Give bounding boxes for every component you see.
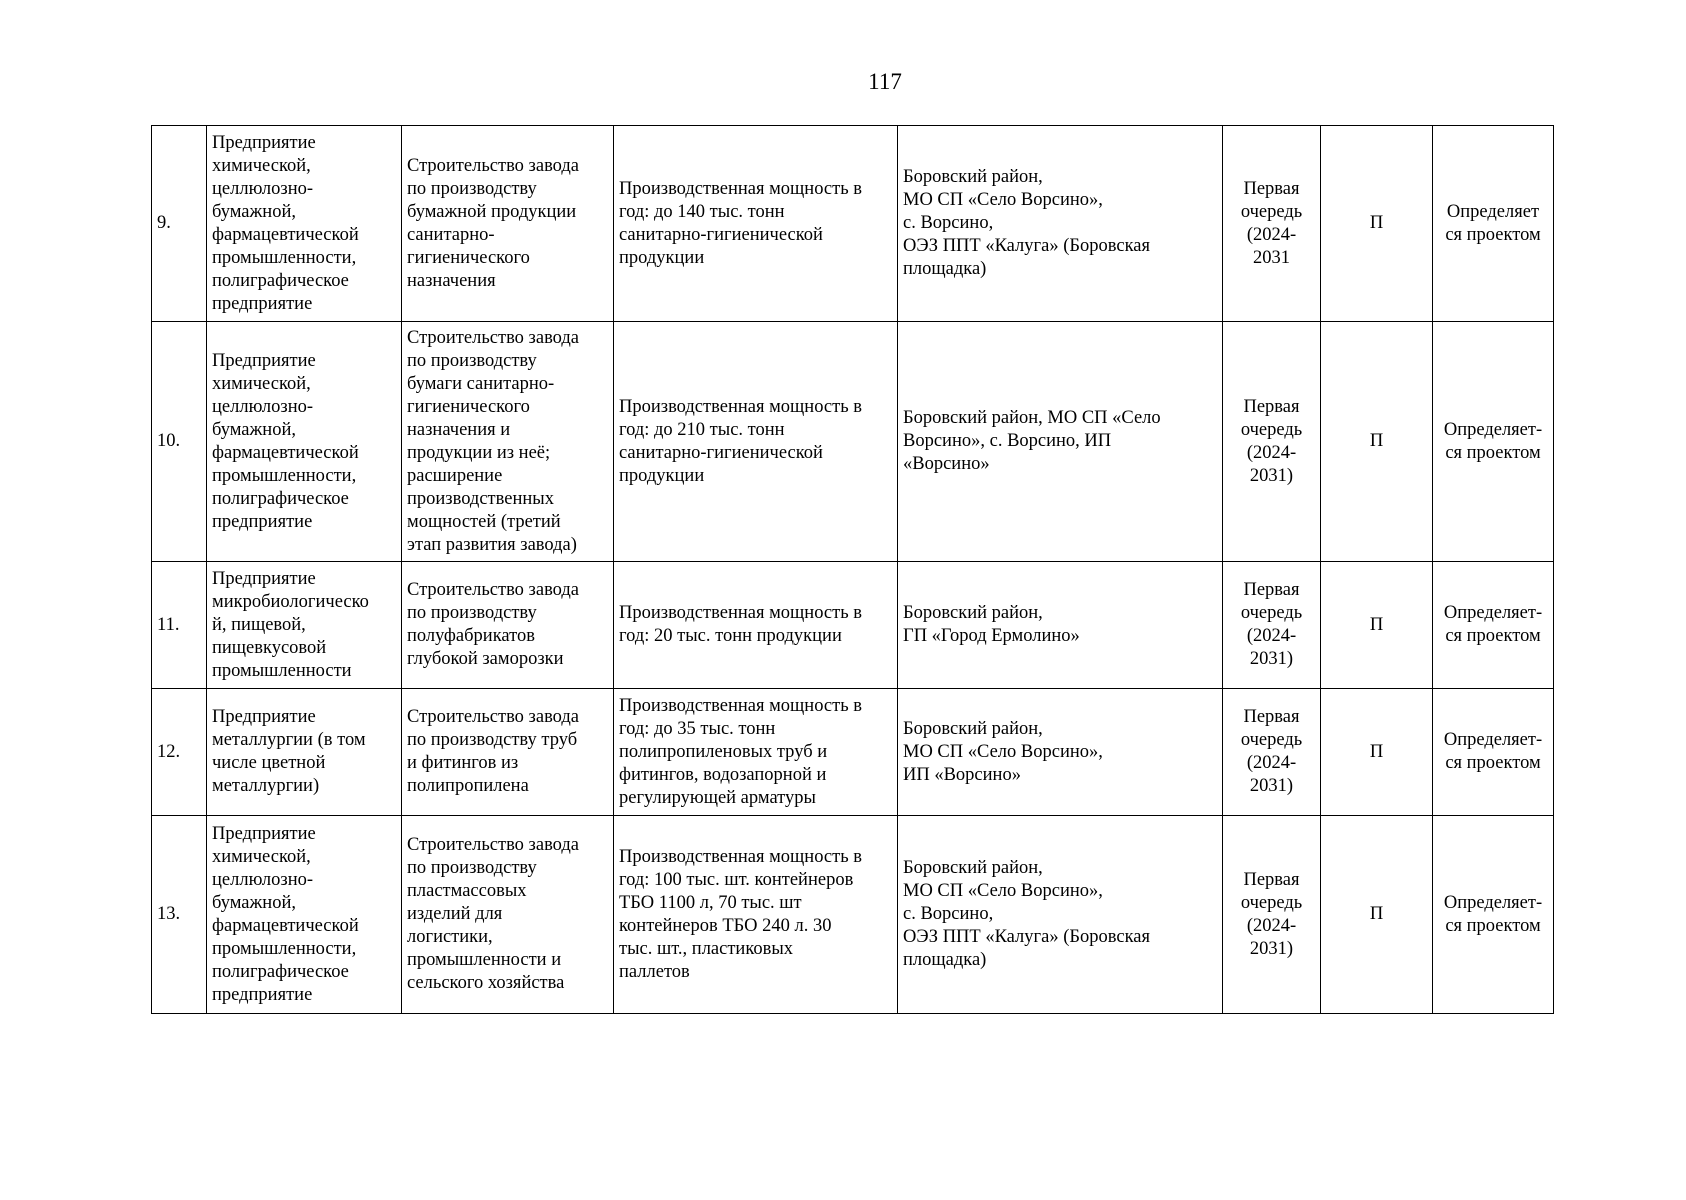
- area-cell: Определяет ся проектом: [1433, 126, 1554, 322]
- row-number: 11.: [152, 562, 207, 689]
- capacity-cell: Производственная мощность в год: до 210 тыс. тонн санитарно-гигиенической продукции: [614, 322, 898, 562]
- table-row: [152, 322, 1554, 562]
- row-number: 12.: [152, 689, 207, 816]
- row-number: 9.: [152, 126, 207, 322]
- stage-cell: Первая очередь (2024- 2031: [1223, 126, 1321, 322]
- capacity-cell: Производственная мощность в год: 20 тыс. тонн продукции: [614, 562, 898, 689]
- enterprise-type-cell: Предприятие химической, целлюлозно- бумажной, фармацевтической промышленности, полиграфическое предприятие: [207, 816, 402, 1014]
- status-cell: П: [1321, 562, 1433, 689]
- status-cell: П: [1321, 816, 1433, 1014]
- location-cell: Боровский район, МО СП «Село Ворсино», с. Ворсино, ОЭЗ ППТ «Калуга» (Боровская площадка): [898, 126, 1223, 322]
- row-number: 13.: [152, 816, 207, 1014]
- enterprise-type-cell: Предприятие химической, целлюлозно- бумажной, фармацевтической промышленности, полиграфическое предприятие: [207, 126, 402, 322]
- construction-cell: Строительство завода по производству полуфабрикатов глубокой заморозки: [402, 562, 614, 689]
- area-cell: Определяет- ся проектом: [1433, 689, 1554, 816]
- construction-cell: Строительство завода по производству пластмассовых изделий для логистики, промышленности и сельского хозяйства: [402, 816, 614, 1014]
- construction-cell: Строительство завода по производству бумаги санитарно- гигиенического назначения и продукции из неё; расширение производственных мощностей (третий этап развития завода): [402, 322, 614, 562]
- table-row: [152, 689, 1554, 816]
- capacity-cell: Производственная мощность в год: до 35 тыс. тонн полипропиленовых труб и фитингов, водозапорной и регулирующей арматуры: [614, 689, 898, 816]
- stage-cell: Первая очередь (2024- 2031): [1223, 689, 1321, 816]
- stage-cell: Первая очередь (2024- 2031): [1223, 816, 1321, 1014]
- construction-cell: Строительство завода по производству труб и фитингов из полипропилена: [402, 689, 614, 816]
- construction-cell: Строительство завода по производству бумажной продукции санитарно- гигиенического назначения: [402, 126, 614, 322]
- stage-cell: Первая очередь (2024- 2031): [1223, 322, 1321, 562]
- area-cell: Определяет- ся проектом: [1433, 562, 1554, 689]
- enterprise-type-cell: Предприятие металлургии (в том числе цветной металлургии): [207, 689, 402, 816]
- table-row: [152, 562, 1554, 689]
- enterprise-table: [151, 125, 1554, 1014]
- table-row: [152, 126, 1554, 322]
- capacity-cell: Производственная мощность в год: 100 тыс. шт. контейнеров ТБО 1100 л, 70 тыс. шт контейнеров ТБО 240 л. 30 тыс. шт., пластиковых паллетов: [614, 816, 898, 1014]
- status-cell: П: [1321, 126, 1433, 322]
- status-cell: П: [1321, 689, 1433, 816]
- enterprise-type-cell: Предприятие химической, целлюлозно- бумажной, фармацевтической промышленности, полиграфическое предприятие: [207, 322, 402, 562]
- table-row: [152, 816, 1554, 1014]
- enterprise-type-cell: Предприятие микробиологическо й, пищевой, пищевкусовой промышленности: [207, 562, 402, 689]
- stage-cell: Первая очередь (2024- 2031): [1223, 562, 1321, 689]
- area-cell: Определяет- ся проектом: [1433, 322, 1554, 562]
- status-cell: П: [1321, 322, 1433, 562]
- row-number: 10.: [152, 322, 207, 562]
- location-cell: Боровский район, ГП «Город Ермолино»: [898, 562, 1223, 689]
- area-cell: Определяет- ся проектом: [1433, 816, 1554, 1014]
- capacity-cell: Производственная мощность в год: до 140 тыс. тонн санитарно-гигиенической продукции: [614, 126, 898, 322]
- location-cell: Боровский район, МО СП «Село Ворсино», с. Ворсино, ИП «Ворсино»: [898, 322, 1223, 562]
- location-cell: Боровский район, МО СП «Село Ворсино», ИП «Ворсино»: [898, 689, 1223, 816]
- page-number: 117: [868, 69, 902, 94]
- location-cell: Боровский район, МО СП «Село Ворсино», с. Ворсино, ОЭЗ ППТ «Калуга» (Боровская площадка): [898, 816, 1223, 1014]
